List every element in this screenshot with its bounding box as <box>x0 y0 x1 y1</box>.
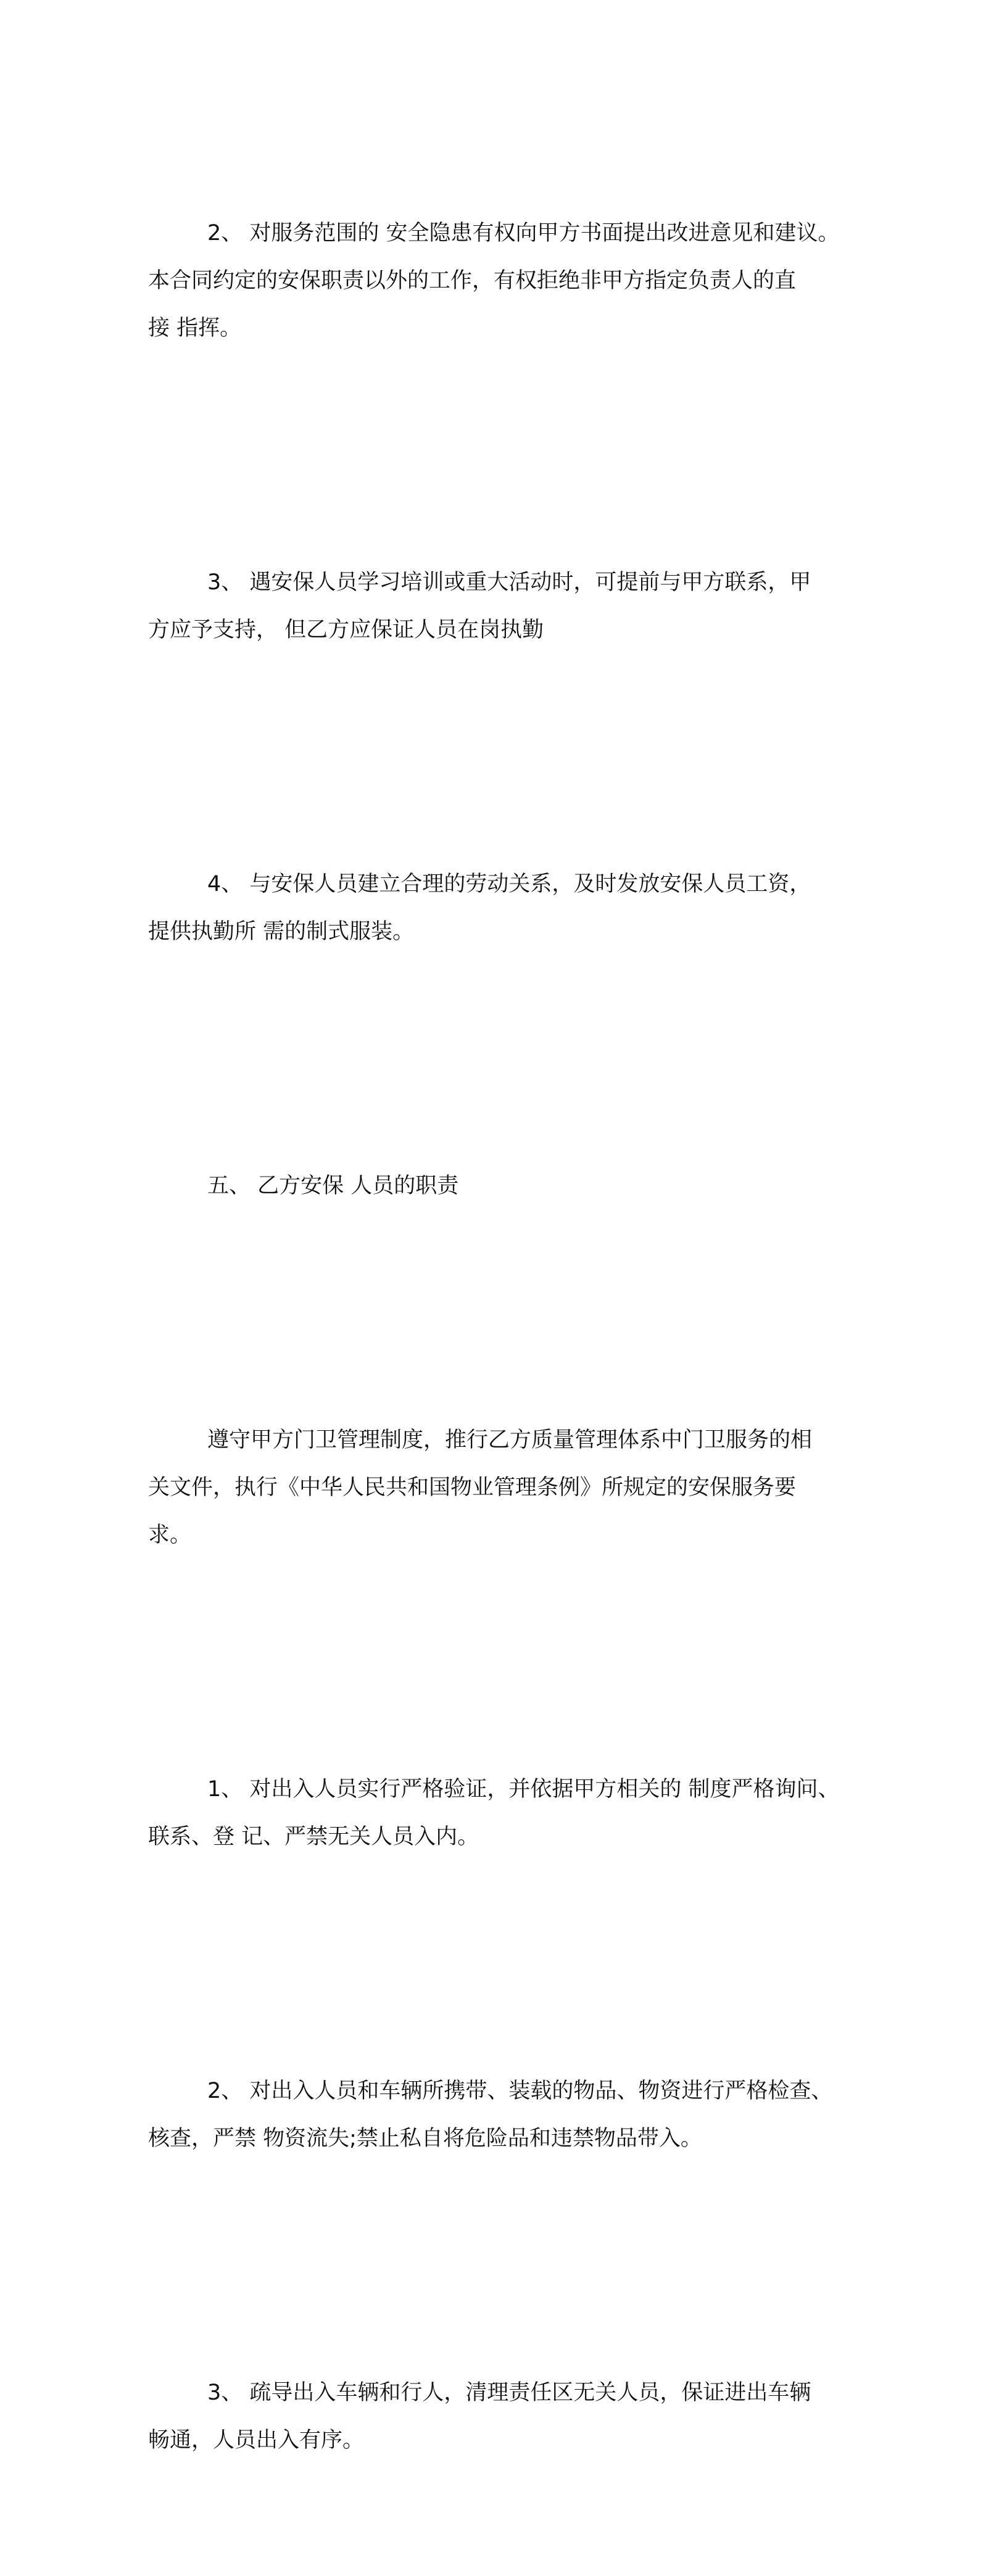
text-line: 2、 对服务范围的 安全隐患有权向甲方书面提出改进意见和建议。 <box>207 221 840 246</box>
text-line: 联系、登 记、严禁无关人员入内。 <box>148 1824 479 1849</box>
text-line: 2、 对出入人员和车辆所携带、装载的物品、物资进行严格检查、 <box>207 2079 833 2103</box>
text-line: 本合同约定的安保职责以外的工作，有权拒绝非甲方指定负责人的直 <box>148 268 797 293</box>
text-line: 提供执勤所 需的制式服装。 <box>148 919 415 944</box>
text-line: 关文件，执行《中华人民共和国物业管理条例》所规定的安保服务要 <box>148 1475 797 1500</box>
text-line: 3、 遇安保人员学习培训或重大活动时，可提前与甲方联系，甲 <box>207 570 811 595</box>
duty-2-inspection <box>148 1973 852 2258</box>
section-heading <box>148 1067 852 1305</box>
text-line: 畅通，人员出入有序。 <box>148 2428 365 2453</box>
text-line: 核查，严禁 物资流失;禁止私自将危险品和违禁物品带入。 <box>148 2126 702 2151</box>
text-line: 方应予支持， 但乙方应保证人员在岗执勤 <box>148 618 544 642</box>
clause-2-rights <box>148 115 852 447</box>
text-line: 3、 疏导出入车辆和行人，清理责任区无关人员，保证进出车辆 <box>207 2380 811 2405</box>
clause-3-training <box>148 464 852 749</box>
duty-1-verification <box>148 1671 852 1956</box>
text-line: 1、 对出入人员实行严格验证，并依据甲方相关的 制度严格询问、 <box>207 1777 840 1802</box>
section-intro <box>148 1322 852 1654</box>
duty-3-traffic <box>148 2274 852 2559</box>
text-line: 接 指挥。 <box>148 316 242 341</box>
clause-4-labor <box>148 766 852 1051</box>
text-line: 遵守甲方门卫管理制度，推行乙方质量管理体系中门卫服务的相 <box>207 1428 813 1452</box>
heading-text: 五、 乙方安保 人员的职责 <box>207 1174 459 1198</box>
text-line: 4、 与安保人员建立合理的劳动关系，及时发放安保人员工资， <box>207 872 811 897</box>
text-line: 求。 <box>148 1523 192 1547</box>
document-body <box>148 115 852 2576</box>
